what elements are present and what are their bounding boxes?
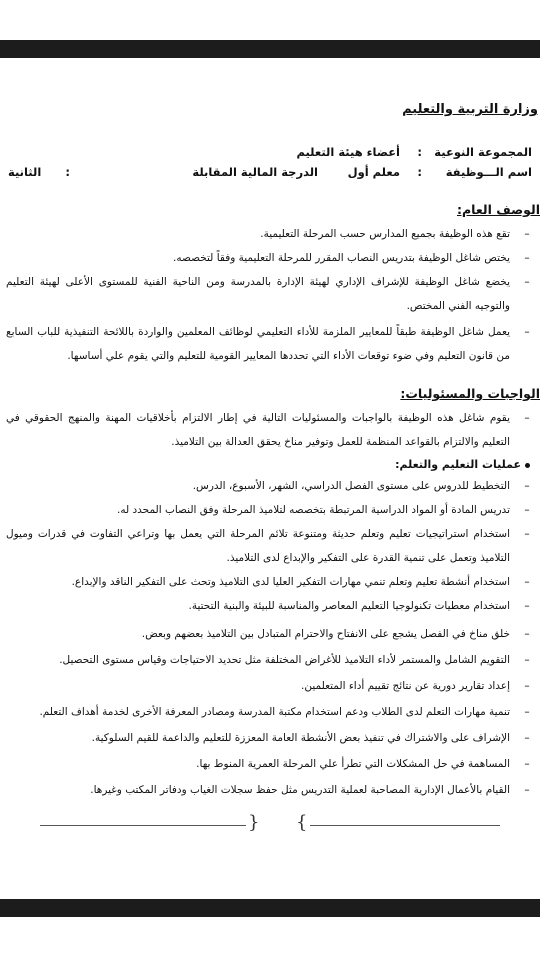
duty-item: – استخدام معطيات تكنولوجيا التعليم المعاصر والمناسبة للبيئة والبنية التحتية.: [6, 594, 534, 618]
grade-label: الدرجة المالية المقابلة: [192, 165, 318, 179]
top-black-bar: [0, 40, 540, 58]
dash-bullet: –: [524, 576, 530, 588]
group-value: أعضاء هيئة التعليم: [296, 145, 400, 159]
dash-bullet: –: [524, 732, 530, 744]
duty-item: – القيام بالأعمال الإدارية المصاحبة لعملية التدريس مثل حفظ سجلات الغياب ودفاتر المكتب وغيرها.: [6, 778, 534, 802]
duty-item: – خلق مناخ في الفصل يشجع على الانفتاح والاحترام المتبادل بين التلاميذ بعضهم وبعض.: [6, 622, 534, 646]
job-value: معلم أول: [347, 165, 400, 179]
duty-item: – استخدام استراتيجيات تعليم وتعلم حديثة ومتنوعة تلائم المرحلة التي يعمل بها وتراعي التفاوت في قدرات وميول التلاميذ وتعمل على تنمية القدرة على التفكير والإبداع لدى التلاميذ.: [6, 522, 534, 570]
duty-item: – إعداد تقارير دورية عن نتائج تقييم أداء المتعلمين.: [6, 674, 534, 698]
teaching-subsection-title: عمليات التعليم والتعلم:: [395, 458, 530, 471]
general-item: – تقع هذه الوظيفة بجميع المدارس حسب المرحلة التعليمية.: [6, 222, 534, 246]
ministry-title: وزارة التربية والتعليم: [402, 102, 538, 117]
dash-bullet: –: [524, 480, 530, 492]
grade-value: الثانية: [8, 165, 42, 179]
duties-section-title: الواجبات والمسئوليات:: [400, 386, 540, 401]
general-item: – يختص شاغل الوظيفة بتدريس النصاب المقرر للمرحلة التعليمية وفقاً لتخصصه.: [6, 246, 534, 270]
group-label: المجموعة النوعية: [434, 145, 532, 159]
general-section-title: الوصف العام:: [456, 202, 540, 217]
dash-bullet: –: [524, 326, 530, 338]
footer-divider-right: [310, 825, 500, 826]
duty-item: – التقويم الشامل والمستمر لأداء التلاميذ للأغراض المختلفة مثل تحديد الاحتياجات وقياس مستوى التحصيل.: [6, 648, 534, 672]
dash-bullet: –: [524, 628, 530, 640]
dash-bullet: –: [524, 600, 530, 612]
dash-bullet: –: [524, 680, 530, 692]
dash-bullet: –: [524, 784, 530, 796]
duty-item: – تنمية مهارات التعلم لدى الطلاب ودعم استخدام مكتبة المدرسة ومصادر المعرفة الأخرى لخدمة أهداف التعلم.: [6, 700, 534, 724]
duty-item: – استخدام أنشطة تعليم وتعلم تنمي مهارات التفكير العليا لدى التلاميذ وتحث على التفكير الناقد والإبداع.: [6, 570, 534, 594]
duty-item: – المساهمة في حل المشكلات التي تطرأ علي المرحلة العمرية المنوط بها.: [6, 752, 534, 776]
dash-bullet: –: [524, 654, 530, 666]
dash-bullet: –: [524, 528, 530, 540]
duty-item: – الإشراف على والاشتراك في تنفيذ بعض الأنشطة العامة المعززة للتعليم والداعمة للقيم السلوكية.: [6, 726, 534, 750]
dash-bullet: –: [524, 412, 530, 424]
footer-brace-close: }: [296, 812, 308, 833]
dash-bullet: –: [524, 504, 530, 516]
dash-bullet: –: [524, 228, 530, 240]
dot-bullet: [525, 463, 530, 468]
general-item: – يعمل شاغل الوظيفة طبقاً للمعايير الملزمة للأداء التعليمي لوظائف المعلمين والواردة باللائحة التنفيذية للباب السابع من قانون التعليم وفي ضوء توقعات الأداء التي تحددها المعايير القومية للتعليم والتي يقوم علي أساسها.: [6, 320, 534, 368]
duties-intro: – يقوم شاغل هذه الوظيفة بالواجبات والمسئوليات التالية في إطار الالتزام بأخلاقيات المهنة والمنهج الحقوقي في التعليم والالتزام بالقواعد المنظمة للعمل وتوفير مناخ يحقق العدالة بين التلاميذ.: [6, 406, 534, 454]
grade-colon: :: [65, 165, 70, 179]
group-colon: :: [417, 145, 422, 159]
document-page: [0, 58, 540, 899]
bottom-black-bar: [0, 899, 540, 917]
dash-bullet: –: [524, 758, 530, 770]
dash-bullet: –: [524, 706, 530, 718]
footer-divider-left: [40, 825, 246, 826]
dash-bullet: –: [524, 252, 530, 264]
job-label: اسم الـــوظيفة: [445, 165, 532, 179]
general-item: – يخضع شاغل الوظيفة للإشراف الإداري لهيئة الإدارة بالمدرسة ومن الناحية الفنية للمستوى الأعلى لهيئة التعليم والتوجيه الفني المختص.: [6, 270, 534, 318]
duty-item: – التخطيط للدروس على مستوى الفصل الدراسي، الشهر، الأسبوع، الدرس.: [6, 474, 534, 498]
footer-brace-open: {: [248, 812, 260, 833]
dash-bullet: –: [524, 276, 530, 288]
job-colon: :: [417, 165, 422, 179]
duty-item: – تدريس المادة أو المواد الدراسية المرتبطة بتخصصه لتلاميذ المرحلة وفق النصاب المحدد له.: [6, 498, 534, 522]
